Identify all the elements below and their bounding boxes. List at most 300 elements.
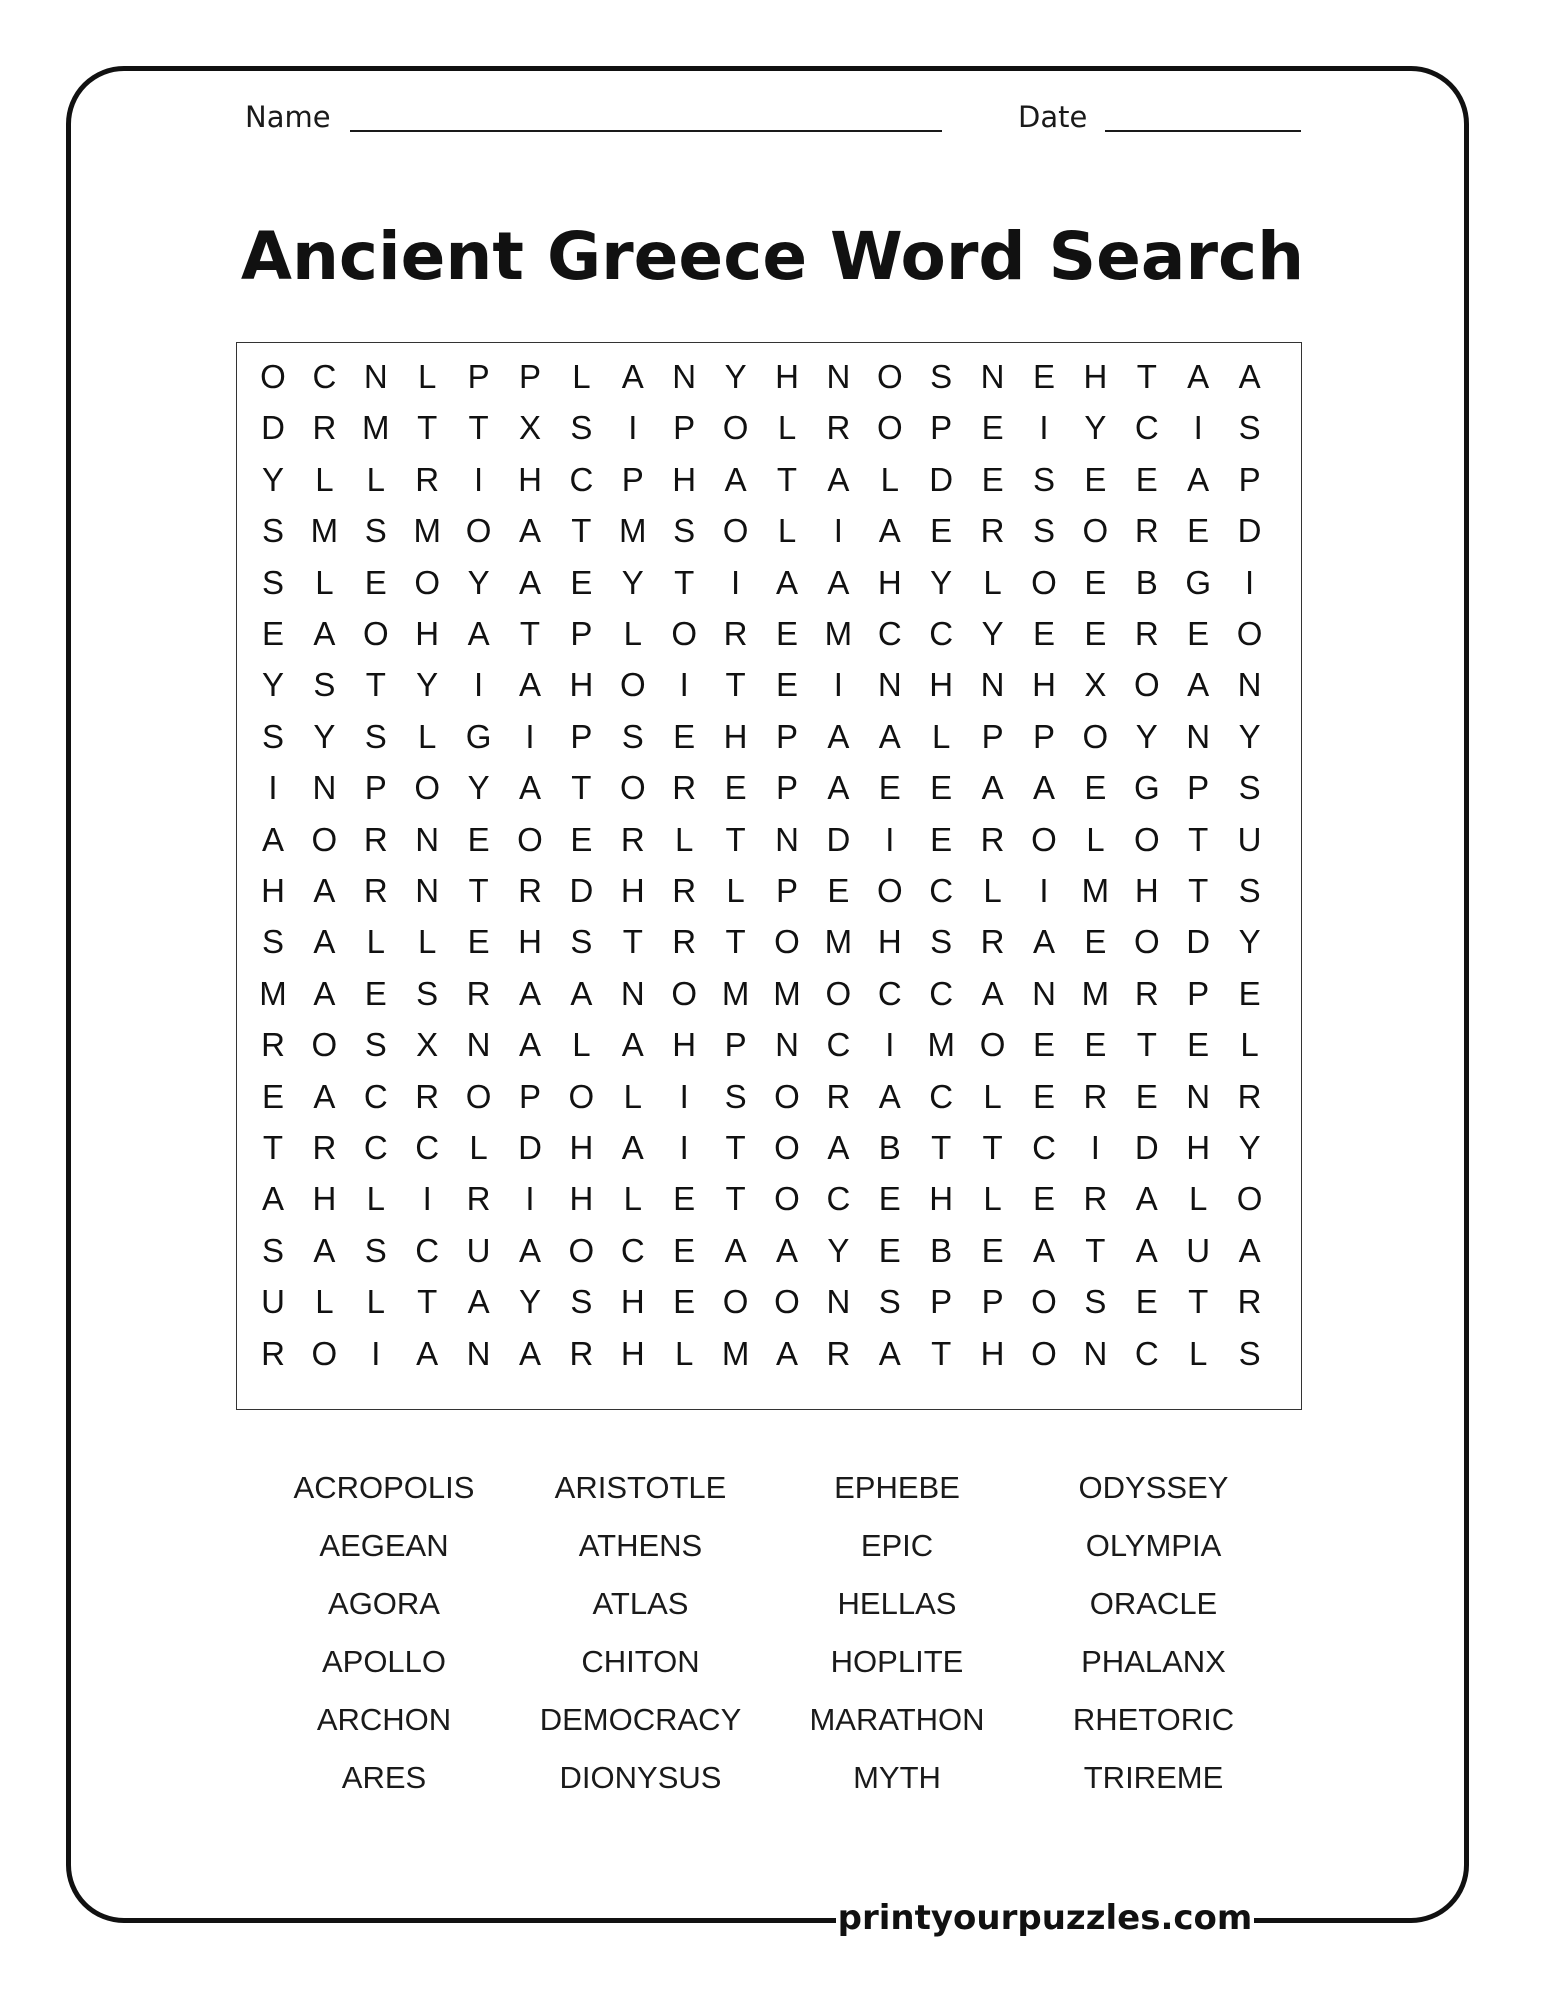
grid-cell: A [1032, 1231, 1055, 1269]
grid-cell: P [775, 717, 798, 755]
grid-cell: L [315, 460, 334, 498]
grid-cell: C [363, 1077, 388, 1115]
grid-cell: O [722, 1283, 749, 1321]
grid-cell: L [983, 1180, 1002, 1218]
grid-cell: T [776, 460, 798, 498]
grid-cell: A [313, 1077, 336, 1115]
grid-cell: I [679, 1129, 689, 1166]
footer-site: printyourpuzzles.com [837, 1898, 1253, 1938]
grid-cell: L [1189, 1180, 1208, 1218]
grid-cell: A [313, 872, 336, 909]
grid-cell: I [1039, 409, 1049, 447]
grid-cell: H [929, 1180, 954, 1218]
grid-cell: L [366, 923, 385, 961]
grid-cell: E [570, 820, 593, 858]
grid-cell: E [673, 1180, 696, 1218]
grid-cell: E [1032, 1026, 1055, 1064]
grid-cell: I [731, 563, 741, 601]
grid-cell: I [885, 820, 895, 858]
grid-cell: L [983, 563, 1002, 601]
grid-cell: S [878, 1283, 901, 1321]
grid-cell: A [313, 974, 336, 1012]
grid-cell: T [1188, 872, 1209, 909]
grid-cell: E [1084, 769, 1107, 807]
grid-cell: D [569, 872, 594, 909]
grid-cell: H [877, 563, 902, 601]
word-list-item: DEMOCRACY [539, 1702, 742, 1737]
grid-cell: A [1135, 1180, 1158, 1218]
grid-cell: L [675, 1334, 694, 1372]
grid-cell: O [311, 1334, 338, 1372]
grid-cell: I [474, 666, 484, 704]
grid-cell: H [775, 358, 799, 395]
grid-cell: A [878, 1334, 901, 1372]
date-blank-line [1105, 130, 1301, 132]
word-list-item: DIONYSUS [559, 1760, 722, 1795]
grid-cell: E [467, 923, 490, 961]
grid-cell: R [415, 460, 440, 498]
grid-cell: H [723, 717, 748, 755]
grid-cell: E [1187, 1026, 1210, 1064]
grid-cell: H [620, 1334, 645, 1372]
grid-cell: D [929, 460, 954, 498]
grid-cell: L [932, 717, 951, 755]
word-list-item: ORACLE [1089, 1586, 1218, 1621]
grid-cell: R [466, 1180, 491, 1218]
grid-cell: Y [1135, 717, 1158, 755]
grid-cell: E [981, 1231, 1004, 1269]
word-list-item: HELLAS [837, 1586, 957, 1621]
grid-cell: E [981, 460, 1004, 498]
grid-cell: M [362, 409, 390, 447]
grid-cell: N [775, 820, 799, 858]
grid-cell: S [364, 1231, 387, 1269]
grid-cell: E [1084, 615, 1107, 652]
grid-cell: O [1031, 1334, 1057, 1372]
grid-cell: E [364, 974, 387, 1012]
grid-cell: L [777, 409, 797, 447]
grid-cell: T [622, 923, 643, 961]
grid-cell: L [1189, 1334, 1208, 1372]
grid-cell: S [570, 1283, 593, 1321]
grid-cell: R [1083, 1077, 1108, 1115]
grid-cell: H [1032, 666, 1056, 704]
grid-cell: M [721, 974, 750, 1012]
grid-cell: H [1186, 1129, 1211, 1166]
grid-cell: O [260, 358, 286, 395]
word-list-item: EPIC [860, 1528, 934, 1563]
grid-cell: R [620, 820, 645, 858]
grid-cell: L [572, 358, 591, 395]
grid-cell: O [1082, 512, 1109, 550]
grid-cell: E [261, 1077, 284, 1115]
grid-cell: C [929, 1077, 954, 1115]
grid-cell: P [518, 358, 541, 395]
grid-cell: E [364, 563, 387, 601]
grid-cell: N [877, 666, 902, 704]
grid-cell: A [724, 460, 747, 498]
grid-cell: T [468, 872, 489, 909]
grid-cell: I [525, 717, 535, 755]
word-list-item: AEGEAN [319, 1528, 449, 1563]
grid-cell: I [474, 460, 484, 498]
grid-cell: O [311, 1026, 338, 1064]
grid-cell: A [1238, 358, 1261, 395]
grid-cell: A [827, 460, 850, 498]
grid-cell: Y [313, 717, 336, 755]
grid-cell: E [1187, 512, 1210, 550]
name-label: Name [245, 100, 331, 134]
grid-cell: A [1187, 666, 1210, 704]
grid-cell: H [569, 666, 594, 704]
grid-cell: E [1032, 1180, 1055, 1218]
grid-cell: O [979, 1026, 1006, 1064]
grid-cell: E [827, 872, 850, 909]
grid-cell: R [672, 872, 697, 909]
grid-cell: P [775, 769, 798, 807]
word-list-item: ODYSSEY [1078, 1470, 1229, 1505]
grid-cell: L [623, 1180, 642, 1218]
grid-cell: A [313, 1231, 336, 1269]
grid-cell: S [364, 1026, 387, 1064]
grid-cell: A [518, 1334, 541, 1372]
grid-cell: M [721, 1334, 750, 1372]
grid-cell: S [313, 666, 336, 704]
grid-cell: P [930, 1283, 953, 1321]
grid-cell: O [1133, 666, 1160, 704]
grid-cell: R [363, 872, 388, 909]
grid-cell: R [1237, 1077, 1262, 1115]
grid-cell: Y [981, 615, 1004, 652]
grid-cell: E [878, 1231, 901, 1269]
grid-cell: O [1133, 820, 1160, 858]
word-list-item: ACROPOLIS [293, 1470, 475, 1505]
grid-cell: P [570, 717, 593, 755]
grid-cell: P [981, 717, 1004, 755]
grid-cell: I [1245, 563, 1255, 601]
word-list-item: ATHENS [578, 1528, 703, 1563]
grid-cell: Y [1238, 1129, 1261, 1166]
word-list-item: ARES [341, 1760, 427, 1795]
grid-cell: H [569, 1180, 594, 1218]
grid-cell: P [1187, 974, 1210, 1012]
grid-cell: S [261, 717, 284, 755]
grid-cell: S [364, 512, 387, 550]
grid-cell: U [1186, 1231, 1211, 1269]
grid-cell: T [931, 1129, 952, 1166]
grid-cell: M [259, 974, 287, 1012]
grid-cell: C [826, 1026, 851, 1064]
grid-cell: E [1135, 1077, 1158, 1115]
grid-cell: A [981, 974, 1004, 1012]
grid-cell: R [672, 923, 697, 961]
grid-cell: R [415, 1077, 440, 1115]
grid-cell: O [1133, 923, 1160, 961]
grid-cell: H [518, 460, 542, 498]
grid-cell: A [518, 666, 541, 704]
grid-cell: A [518, 769, 541, 807]
grid-cell: O [722, 512, 749, 550]
word-list-item: AGORA [328, 1586, 440, 1621]
grid-cell: A [467, 615, 490, 652]
grid-cell: Y [467, 769, 490, 807]
grid-cell: M [310, 512, 339, 550]
grid-cell: N [415, 872, 440, 909]
grid-cell: C [877, 615, 902, 652]
grid-cell: I [833, 512, 843, 550]
grid-cell: L [623, 1077, 642, 1115]
grid-cell: Y [621, 563, 644, 601]
grid-cell: A [1238, 1231, 1261, 1269]
grid-cell: L [366, 1283, 385, 1321]
word-list-item: PHALANX [1081, 1644, 1226, 1679]
grid-cell: E [878, 1180, 901, 1218]
grid-cell: S [1238, 872, 1261, 909]
grid-cell: I [679, 1077, 689, 1115]
grid-cell: A [775, 1334, 798, 1372]
grid-cell: Y [724, 358, 747, 395]
grid-cell: B [1135, 563, 1158, 601]
grid-cell: S [621, 717, 644, 755]
grid-cell: T [674, 563, 695, 601]
grid-cell: H [620, 1283, 645, 1321]
grid-cell: T [417, 1283, 438, 1321]
grid-cell: A [518, 1026, 541, 1064]
grid-cell: S [1084, 1283, 1107, 1321]
grid-cell: C [415, 1231, 440, 1269]
grid-cell: T [725, 1180, 746, 1218]
grid-cell: M [413, 512, 441, 550]
grid-cell: A [416, 1334, 439, 1372]
grid-cell: B [930, 1231, 953, 1269]
grid-cell: L [366, 1180, 385, 1218]
grid-cell: E [673, 1283, 696, 1321]
word-list-item: ARISTOTLE [554, 1470, 727, 1505]
grid-cell: B [878, 1129, 901, 1166]
grid-cell: N [775, 1026, 799, 1064]
grid-cell: P [570, 615, 593, 652]
word-list-item: RHETORIC [1072, 1702, 1235, 1737]
name-blank-line [350, 130, 942, 132]
grid-cell: N [312, 769, 337, 807]
grid-cell: Y [261, 666, 284, 704]
grid-cell: A [621, 1026, 644, 1064]
grid-cell: T [982, 1129, 1003, 1166]
grid-cell: A [1032, 923, 1055, 961]
grid-cell: A [827, 563, 850, 601]
grid-cell: T [468, 409, 489, 447]
grid-cell: A [518, 512, 541, 550]
word-list-item: MYTH [853, 1760, 941, 1795]
grid-cell: Y [467, 563, 490, 601]
grid-cell: O [876, 358, 903, 395]
grid-cell: S [261, 512, 284, 550]
grid-cell: O [774, 1129, 800, 1166]
grid-cell: R [312, 409, 337, 447]
grid-cell: A [313, 615, 336, 652]
grid-cell: O [774, 1283, 800, 1321]
grid-cell: S [1032, 512, 1055, 550]
grid-cell: C [1032, 1129, 1056, 1166]
grid-cell: T [1136, 1026, 1157, 1064]
grid-cell: R [826, 1334, 851, 1372]
grid-cell: E [775, 615, 798, 652]
grid-cell: N [826, 358, 851, 395]
grid-cell: O [465, 1077, 492, 1115]
grid-cell: N [980, 358, 1005, 395]
grid-cell: O [465, 512, 492, 550]
grid-cell: H [261, 872, 285, 909]
grid-cell: T [571, 769, 592, 807]
grid-cell: S [261, 563, 284, 601]
grid-cell: L [418, 717, 437, 755]
grid-cell: A [981, 769, 1004, 807]
grid-cell: E [673, 717, 696, 755]
grid-cell: H [620, 872, 645, 909]
grid-cell: A [313, 923, 336, 961]
grid-cell: N [980, 666, 1005, 704]
grid-cell: E [673, 1231, 696, 1269]
grid-cell: T [262, 1129, 284, 1166]
grid-cell: L [623, 615, 642, 652]
grid-cell: A [827, 717, 850, 755]
grid-cell: T [1085, 1231, 1106, 1269]
grid-cell: T [417, 409, 438, 447]
grid-cell: S [1238, 769, 1261, 807]
grid-cell: L [418, 923, 437, 961]
grid-cell: L [777, 512, 797, 550]
grid-cell: Y [416, 666, 439, 704]
grid-cell: N [1032, 974, 1056, 1012]
grid-cell: O [722, 409, 749, 447]
grid-cell: A [518, 1231, 541, 1269]
grid-cell: I [422, 1180, 432, 1218]
grid-cell: P [775, 872, 798, 909]
grid-cell: T [571, 512, 592, 550]
grid-cell: N [466, 1026, 491, 1064]
grid-cell: D [1186, 923, 1211, 961]
grid-cell: D [1237, 512, 1262, 550]
grid-cell: I [268, 769, 278, 807]
grid-cell: A [775, 1231, 798, 1269]
grid-cell: E [1084, 460, 1107, 498]
grid-cell: S [930, 923, 953, 961]
grid-cell: E [261, 615, 284, 652]
grid-cell: S [1238, 409, 1261, 447]
grid-cell: A [518, 563, 541, 601]
grid-cell: O [774, 1180, 800, 1218]
grid-cell: A [1135, 1231, 1158, 1269]
grid-cell: R [518, 872, 542, 909]
grid-cell: R [826, 409, 851, 447]
grid-cell: H [877, 923, 902, 961]
grid-cell: A [261, 1180, 284, 1218]
grid-cell: H [929, 666, 954, 704]
grid-cell: X [1084, 666, 1107, 704]
grid-cell: E [1187, 615, 1210, 652]
grid-cell: C [620, 1231, 645, 1269]
grid-cell: M [1081, 872, 1110, 909]
grid-cell: D [518, 1129, 542, 1166]
word-list-item: APOLLO [321, 1644, 447, 1679]
grid-cell: E [1032, 1077, 1055, 1115]
grid-cell: U [466, 1231, 491, 1269]
grid-cell: E [570, 563, 593, 601]
grid-cell: N [415, 820, 440, 858]
grid-cell: S [364, 717, 387, 755]
grid-cell: R [466, 974, 491, 1012]
grid-cell: R [261, 1334, 285, 1372]
grid-cell: S [416, 974, 439, 1012]
grid-cell: R [1134, 615, 1159, 652]
grid-cell: T [725, 820, 746, 858]
grid-cell: C [929, 615, 954, 652]
grid-cell: O [619, 769, 646, 807]
grid-cell: R [1134, 512, 1159, 550]
grid-cell: H [312, 1180, 337, 1218]
grid-cell: P [1238, 460, 1261, 498]
grid-cell: M [619, 512, 647, 550]
grid-cell: H [518, 923, 542, 961]
word-list-item: ARCHON [316, 1702, 452, 1737]
grid-cell: T [1136, 358, 1157, 395]
grid-cell: C [363, 1129, 388, 1166]
grid-cell: O [1031, 1283, 1057, 1321]
grid-cell: C [826, 1180, 851, 1218]
grid-cell: L [983, 872, 1002, 909]
grid-cell: T [365, 666, 386, 704]
grid-cell: S [1238, 1334, 1261, 1372]
grid-cell: L [1086, 820, 1105, 858]
grid-cell: T [519, 615, 541, 652]
grid-cell: H [1083, 358, 1108, 395]
grid-cell: C [569, 460, 594, 498]
grid-cell: P [930, 409, 953, 447]
grid-cell: C [877, 974, 902, 1012]
grid-cell: O [671, 974, 698, 1012]
grid-cell: A [467, 1283, 490, 1321]
grid-cell: N [1083, 1334, 1108, 1372]
grid-cell: E [981, 409, 1004, 447]
grid-cell: O [774, 1077, 800, 1115]
grid-cell: T [725, 923, 746, 961]
grid-cell: I [525, 1180, 535, 1218]
grid-cell: A [827, 1129, 850, 1166]
grid-cell: E [878, 769, 901, 807]
grid-cell: L [880, 460, 899, 498]
grid-cell: R [980, 923, 1005, 961]
grid-cell: L [315, 1283, 334, 1321]
grid-cell: S [930, 358, 953, 395]
grid-cell: O [568, 1077, 595, 1115]
grid-cell: T [1188, 1283, 1209, 1321]
grid-cell: U [261, 1283, 285, 1321]
grid-cell: A [724, 1231, 747, 1269]
grid-cell: G [465, 717, 492, 755]
grid-cell: A [878, 512, 901, 550]
grid-cell: Y [261, 460, 284, 498]
grid-cell: D [826, 820, 851, 858]
grid-cell: N [363, 358, 388, 395]
word-search-grid [236, 342, 1302, 1410]
grid-cell: O [876, 409, 903, 447]
grid-cell: O [1236, 1180, 1263, 1218]
grid-cell: A [1032, 769, 1055, 807]
grid-cell: A [878, 1077, 901, 1115]
grid-cell: N [826, 1283, 851, 1321]
grid-cell: O [1082, 717, 1109, 755]
grid-cell: R [826, 1077, 851, 1115]
